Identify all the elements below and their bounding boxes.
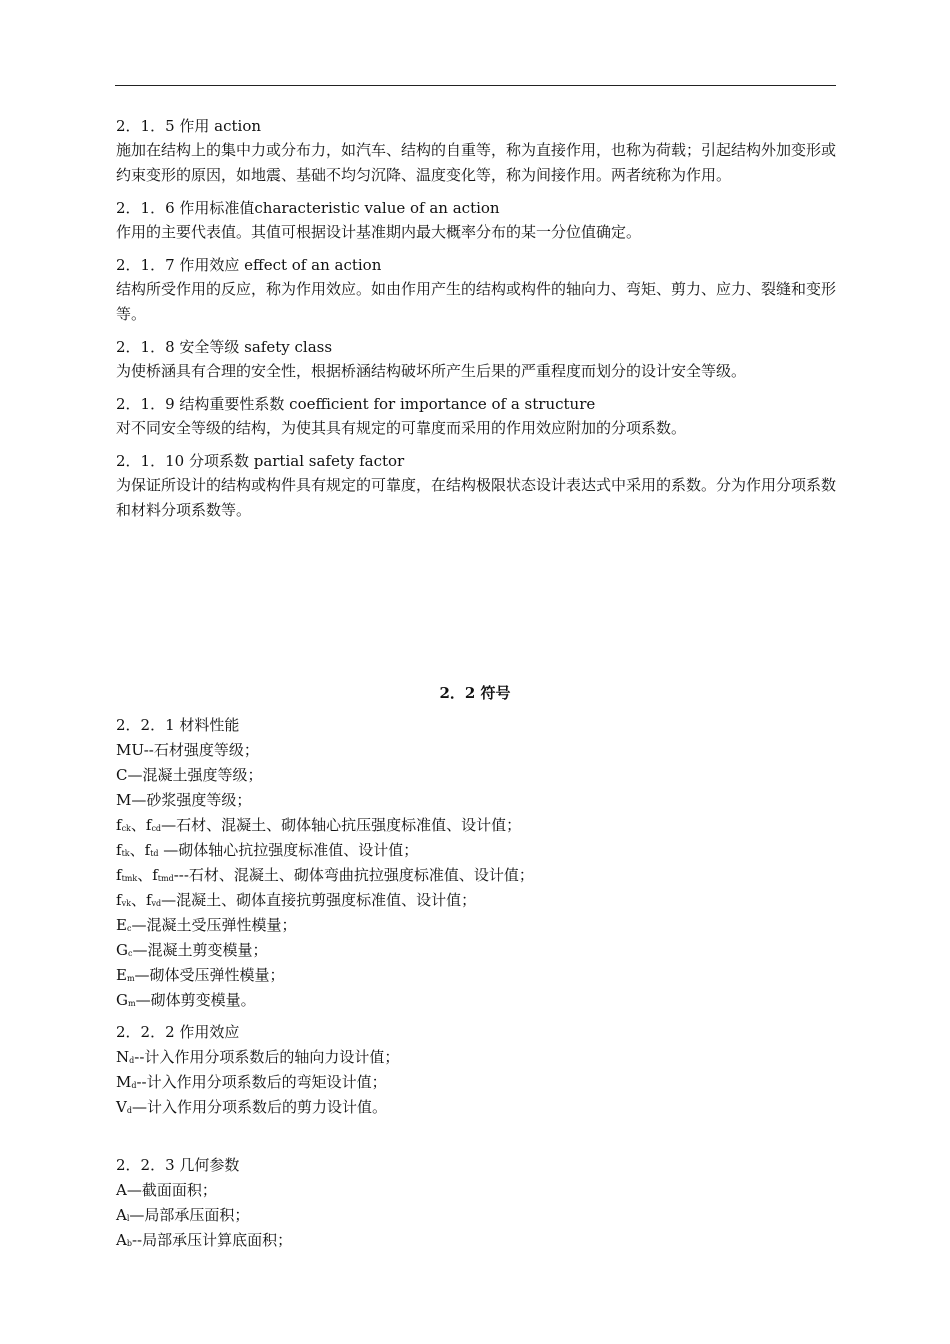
definition-heading: 2．1．6 作用标准值characteristic value of an action <box>116 199 500 217</box>
definition-text: 结构所受作用的反应，称为作用效应。如由作用产生的结构或构件的轴向力、弯矩、剪力、应力、裂缝和变形等。 <box>116 280 837 323</box>
definition-text: 作用的主要代表值。其值可根据设计基准期内最大概率分布的某一分位值确定。 <box>116 223 642 241</box>
symbol-line: $N_d--$计入作用分项系数后的轴向力设计值； <box>116 1048 400 1066</box>
symbol-line: A—截面面积； <box>116 1181 217 1199</box>
symbol-line: $E_m—$砌体受压弹性模量； <box>116 966 285 984</box>
definition-text: 施加在结构上的集中力或分布力，如汽车、结构的自重等，称为直接作用，也称为荷载；引起结构外加变形或约束变形的原因，如地震、基础不均匀沉降、温度变化等，称为间接作用。两者统称为作用。 <box>116 141 837 184</box>
symbol-line: $V_d—$计入作用分项系数后的剪力设计值。 <box>116 1098 387 1116</box>
symbol-line: $M_d--$计入作用分项系数后的弯矩设计值； <box>116 1073 387 1091</box>
symbol-line: $G_c—$混凝土剪变模量； <box>116 941 268 959</box>
section-title: 2．2 符号 <box>439 684 511 702</box>
symbol-line: $G_m—$砌体剪变模量。 <box>116 991 256 1009</box>
definition-entry <box>116 392 836 441</box>
definition-entry <box>116 449 836 523</box>
geometry-parameters-group <box>116 1153 836 1253</box>
symbol-line: $f_{ck}$、$f_{cd}—$石材、混凝土、砌体轴心抗压强度标准值、设计值； <box>116 816 522 834</box>
definition-text: 为保证所设计的结构或构件具有规定的可靠度，在结构极限状态设计表达式中采用的系数。分为作用分项系数和材料分项系数等。 <box>116 476 837 519</box>
symbol-line: MU--石材强度等级； <box>116 741 259 759</box>
definition-heading: 2．1．8 安全等级 safety class <box>116 338 333 356</box>
definition-heading: 2．1．7 作用效应 effect of an action <box>116 256 382 274</box>
subsection-heading: 2．2．2 作用效应 <box>116 1023 240 1041</box>
subsection-heading: 2．2．1 材料性能 <box>116 716 240 734</box>
material-properties-group <box>116 713 836 1013</box>
definition-heading: 2．1．5 作用 action <box>116 117 262 135</box>
definition-heading: 2．1．10 分项系数 partial safety factor <box>116 452 405 470</box>
symbol-line: $A_b--$局部承压计算底面积； <box>116 1231 293 1249</box>
symbol-line: $f_{tmk}$、$f_{tmd}---$石材、混凝土、砌体弯曲抗拉强度标准值、设计值； <box>116 866 534 884</box>
header-rule <box>115 85 836 86</box>
symbol-line: $f_{vk}$、$f_{vd}—$混凝土、砌体直接抗剪强度标准值、设计值； <box>116 891 477 909</box>
definitions-list <box>116 114 836 531</box>
symbol-line: $f_{tk}$、$f_{td}$ —砌体轴心抗拉强度标准值、设计值； <box>116 841 419 859</box>
definition-heading: 2．1．9 结构重要性系数 coefficient for importance of a structure <box>116 395 596 413</box>
action-effects-group <box>116 1020 836 1120</box>
definition-text: 对不同安全等级的结构，为使其具有规定的可靠度而采用的作用效应附加的分项系数。 <box>116 419 687 437</box>
symbol-line: $E_c—$混凝土受压弹性模量； <box>116 916 297 934</box>
symbol-line: M—砂浆强度等级； <box>116 791 252 809</box>
definition-text: 为使桥涵具有合理的安全性，根据桥涵结构破坏所产生后果的严重程度而划分的设计安全等级。 <box>116 362 747 380</box>
definition-entry <box>116 196 836 245</box>
definition-entry <box>116 335 836 384</box>
symbol-line: C—混凝土强度等级； <box>116 766 263 784</box>
definition-entry <box>116 114 836 188</box>
symbol-line: $A_l—$局部承压面积； <box>116 1206 250 1224</box>
subsection-heading: 2．2．3 几何参数 <box>116 1156 240 1174</box>
definition-entry <box>116 253 836 327</box>
